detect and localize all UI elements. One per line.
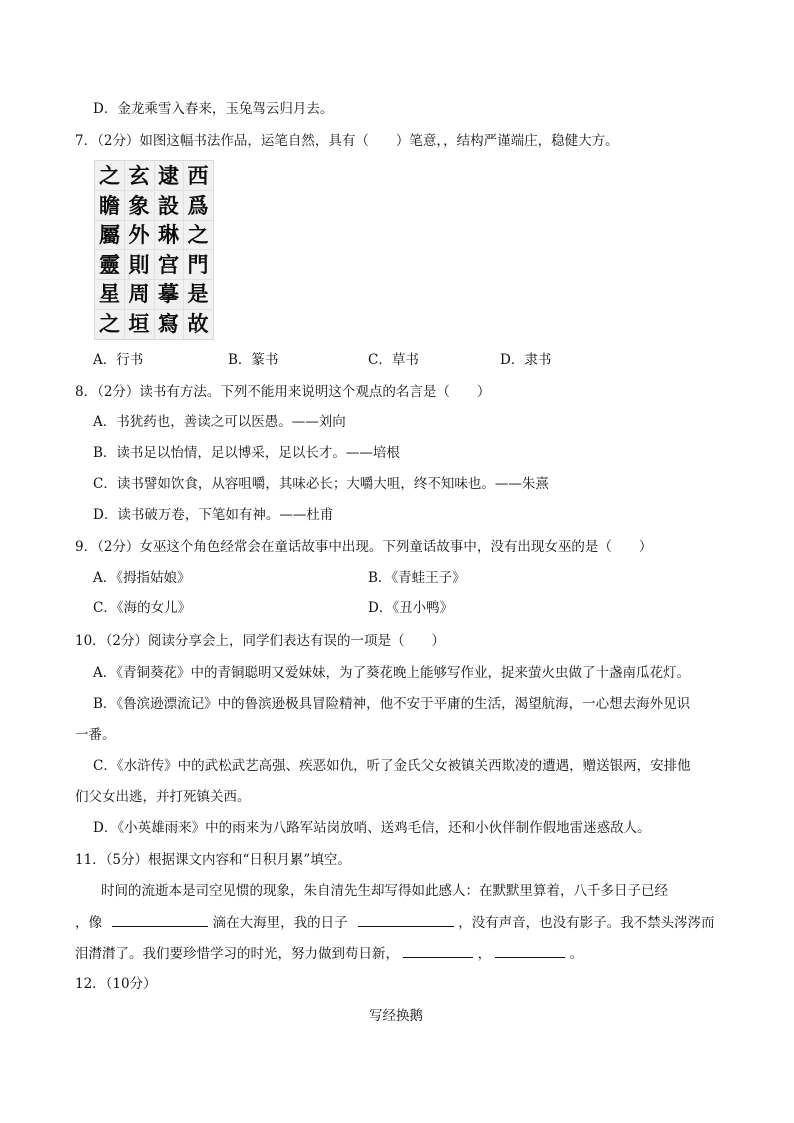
calligraphy-image xyxy=(94,160,214,340)
q11-paragraph-line1: 时间的流逝本是司空见惯的现象，朱自清先生却写得如此感人：在默默里算着，八千多日子已经 xyxy=(101,883,668,899)
q9-option-c: C．《海的女儿》 xyxy=(93,600,192,616)
calligraphy-char: 寫 xyxy=(158,310,179,336)
q11-blank-4[interactable] xyxy=(495,943,565,958)
calligraphy-char: 門 xyxy=(187,251,209,277)
q7-option-d: D．隶书 xyxy=(500,352,552,368)
calligraphy-char: 之 xyxy=(187,222,209,247)
q7-option-b: B．篆书 xyxy=(228,352,279,368)
calligraphy-char: 逮 xyxy=(158,163,179,188)
q10-option-b-line1: B．《鲁滨逊漂流记》中的鲁滨逊极具冒险精神，他不安于平庸的生活，渴望航海，一心想去海外见识 xyxy=(93,696,691,712)
q11-blank-1[interactable] xyxy=(112,912,208,927)
calligraphy-char: 則 xyxy=(128,251,150,277)
q8-stem: 8．（2分）读书有方法。下列不能用来说明这个观点的名言是（ ） xyxy=(75,384,491,400)
calligraphy-char: 西 xyxy=(187,163,209,188)
calligraphy-char: 外 xyxy=(128,222,150,247)
q8-option-c: C．读书譬如饮食，从容咀嚼，其味必长；大嚼大咀，终不知味也。——朱熹 xyxy=(93,476,549,492)
q11-blank-2[interactable] xyxy=(358,912,454,927)
q11-stem: 11．（5分）根据课文内容和“日积月累”填空。 xyxy=(75,852,351,868)
q11-text-b: 滴在大海里，我的日子 xyxy=(212,915,348,931)
calligraphy-char: 設 xyxy=(158,192,179,218)
q7-stem: 7．（2分）如图这幅书法作品，运笔自然，具有（ ）笔意，，结构严谨端庄，稳健大方。 xyxy=(75,133,619,149)
q10-option-b-line2: 一番。 xyxy=(75,727,116,743)
q11-text-d: 泪潸潸了。我们要珍惜学习的时光，努力做到苟日新， xyxy=(75,946,399,962)
calligraphy-char: 周 xyxy=(128,281,150,306)
calligraphy-char: 星 xyxy=(99,281,120,306)
q11-paragraph-line3 xyxy=(75,943,583,964)
q10-option-c-line1: C．《水浒传》中的武松武艺高强、疾恶如仇，听了金氏父女被镇关西欺凌的遭遇，赠送银两，安排他 xyxy=(93,758,691,774)
q7-option-a: A．行书 xyxy=(93,352,144,368)
calligraphy-char: 象 xyxy=(128,192,150,218)
calligraphy-char: 故 xyxy=(187,310,209,336)
q7-option-c: C．草书 xyxy=(368,352,419,368)
q8-option-a: A．书犹药也，善读之可以医愚。——刘向 xyxy=(93,414,346,430)
q10-option-c-line2: 们父女出逃，并打死镇关西。 xyxy=(75,789,251,805)
q8-option-d: D．读书破万卷，下笔如有神。——杜甫 xyxy=(93,507,334,523)
calligraphy-char: 之 xyxy=(99,163,120,188)
q9-option-d: D．《丑小鸭》 xyxy=(368,600,454,616)
q6-option-d: D．金龙乘雪入春来，玉兔驾云归月去。 xyxy=(93,101,334,117)
q10-stem: 10．（2分）阅读分享会上，同学们表达有误的一项是（ ） xyxy=(75,633,446,649)
q9-stem: 9．（2分）女巫这个角色经常会在童话故事中出现。下列童话故事中，没有出现女巫的是（ ） xyxy=(75,539,653,555)
calligraphy-char: 琳 xyxy=(158,222,179,247)
q11-blank-3[interactable] xyxy=(403,943,473,958)
q12-title: 写经换鹅 xyxy=(369,1008,423,1024)
calligraphy-char: 屬 xyxy=(99,222,120,247)
q11-text-a: ，像 xyxy=(75,915,102,931)
q9-option-a: A．《拇指姑娘》 xyxy=(93,570,191,586)
q10-option-a: A．《青铜葵花》中的青铜聪明又爱妹妹，为了葵花晚上能够写作业，捉来萤火虫做了十盏南瓜花灯。 xyxy=(93,665,690,681)
calligraphy-char: 是 xyxy=(187,281,209,306)
q10-option-d: D．《小英雄雨来》中的雨来为八路军站岗放哨、送鸡毛信，还和小伙伴制作假地雷迷惑敌人。 xyxy=(93,820,651,836)
calligraphy-char: 玄 xyxy=(128,163,150,188)
q11-text-c: ，没有声音，也没有影子。我不禁头涔涔而 xyxy=(458,915,715,931)
calligraphy-char: 瞻 xyxy=(99,192,120,218)
calligraphy-char: 摹 xyxy=(158,281,179,306)
calligraphy-char: 垣 xyxy=(128,310,150,336)
calligraphy-char: 之 xyxy=(99,310,120,336)
q11-text-e: ， xyxy=(477,946,492,962)
q9-option-b: B．《青蛙王子》 xyxy=(368,570,466,586)
calligraphy-char: 宫 xyxy=(158,251,179,277)
calligraphy-char: 靈 xyxy=(99,251,120,277)
calligraphy-char: 爲 xyxy=(187,192,209,218)
q12-stem: 12．（10分） xyxy=(75,976,157,992)
q11-text-f: 。 xyxy=(569,946,584,962)
q8-option-b: B．读书足以怡情，足以博采，足以长才。——培根 xyxy=(93,445,400,461)
q11-paragraph-line2 xyxy=(75,912,715,933)
